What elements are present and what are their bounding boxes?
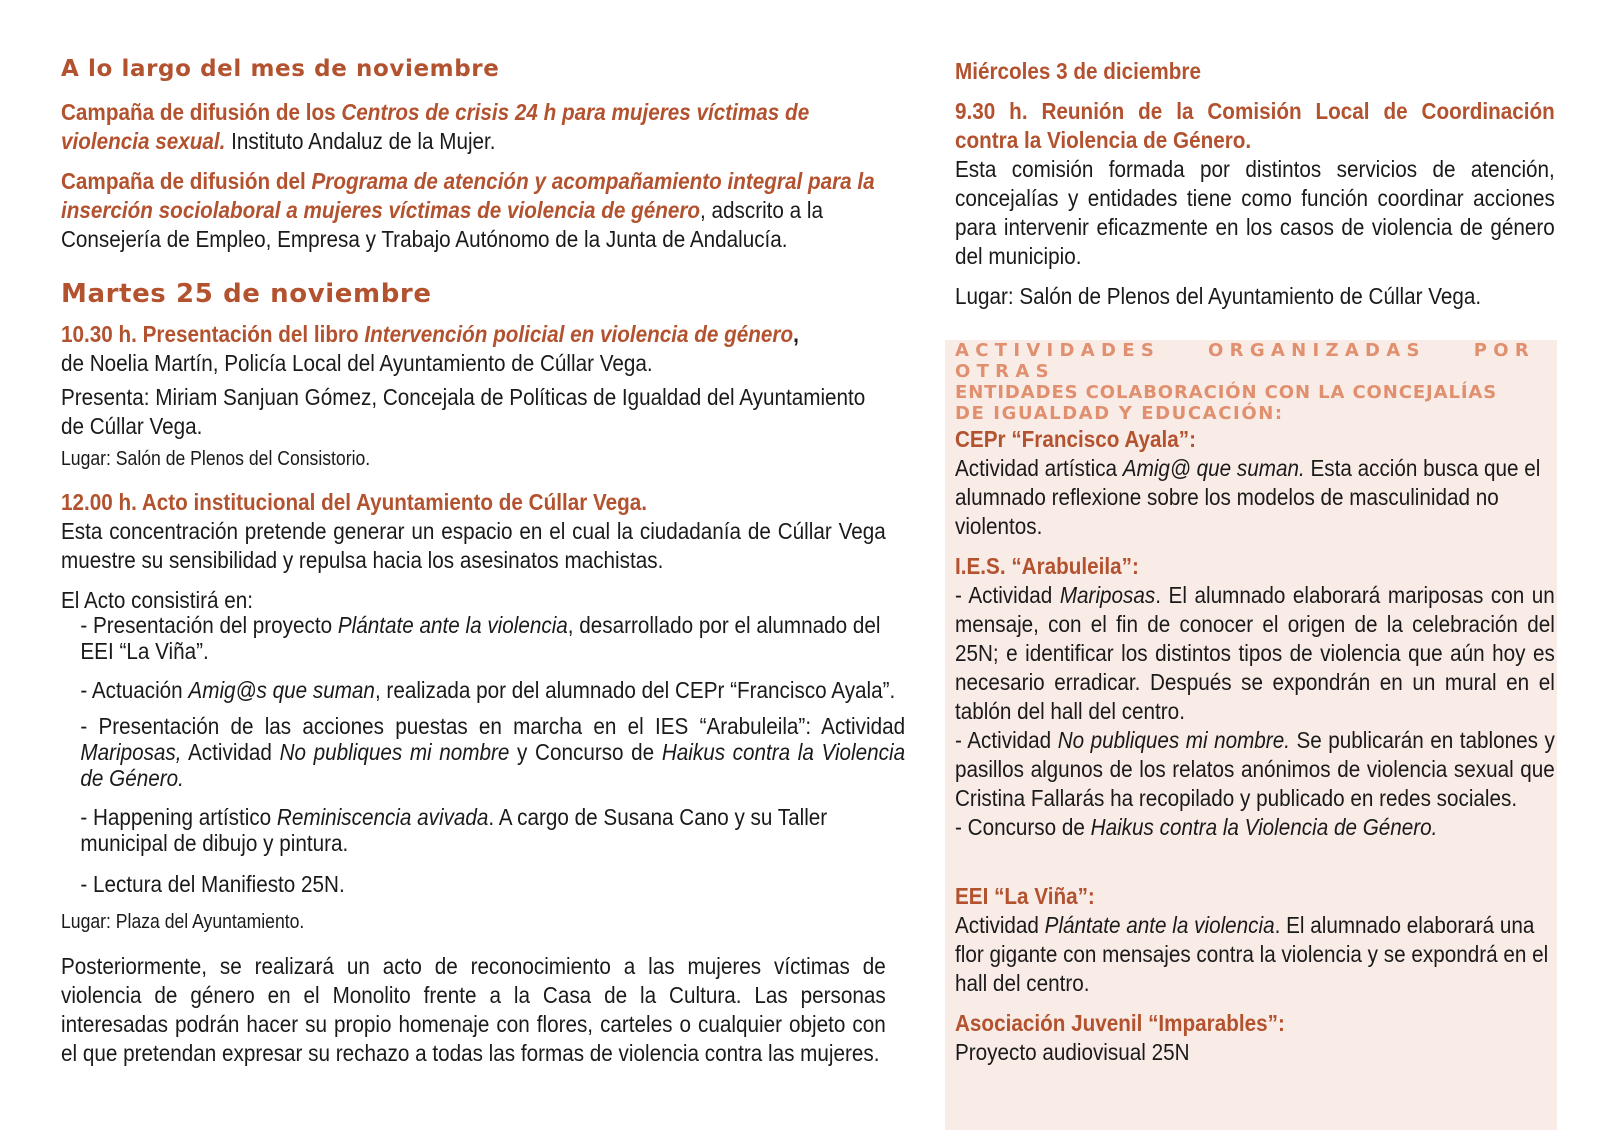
act-intro: El Acto consistirá en: <box>61 587 253 613</box>
act-aftermath: Posteriormente, se realizará un acto de reconocimiento a las mujeres víctimas de violencia de género en el Monolito frente a la Casa de la Cultura. Las personas interesadas podrán hacer su propio homenaje con flores, carteles o cualquier objeto con el que pretendan expresar su rechazo a todas las formas de violencia contra las mujeres. <box>61 953 886 1066</box>
meeting-place: Lugar: Salón de Plenos del Ayuntamiento de Cúllar Vega. <box>955 283 1482 309</box>
act-item-4: - Happening artístico Reminiscencia avivada. A cargo de Susana Cano y su Taller municipal de dibujo y pintura. <box>80 804 828 856</box>
eei-block: EEI “La Viña”: Actividad Plántate ante la violencia. El alumnado elaborará una flor gigante con mensajes contra la violencia y se expondrá en el hall del centro. <box>955 883 1549 996</box>
act-item-2: - Actuación Amig@s que suman, realizada por del alumnado del CEPr “Francisco Ayala”. <box>80 677 896 703</box>
event-institutional: 12.00 h. Acto institucional del Ayuntamiento de Cúllar Vega. Esta concentración pretende generar un espacio en el cual la ciudadanía de Cúllar Vega muestre su sensibilidad y repulsa hacia los asesinatos machistas. <box>61 489 886 573</box>
wednesday-heading: Miércoles 3 de diciembre <box>955 58 1201 84</box>
campaign-crisis-centers: Campaña de difusión de los Centros de crisis 24 h para mujeres víctimas de violencia sexual. Instituto Andaluz de la Mujer. <box>61 99 810 154</box>
november-heading: A lo largo del mes de noviembre <box>61 56 500 82</box>
meeting-block: 9.30 h. Reunión de la Comisión Local de Coordinación contra la Violencia de Género. Esta comisión formada por distintos servicios de atención, concejalías y entidades tiene como función coordinar acciones para intervenir eficazmente en los casos de violencia de género del municipio. <box>955 98 1555 269</box>
ies-block: I.E.S. “Arabuleila”: - Actividad Mariposas. El alumnado elaborará mariposas con un mensaje, con el fin de conocer el origen de la celebración del 25N; e identificar los distintos tipos de violencia que aún hoy es necesario erradicar. Después se expondrán en un mural en el tablón del hall del centro. - Actividad No publiques mi nombre. Se publicarán en tablones y pasillos algunos de los relatos anónimos de violencia sexual que Cristina Fallarás ha recopilado y publicado en redes sociales. - Concurso de Haikus contra la Violencia de Género. <box>955 553 1555 840</box>
event-book-place: Lugar: Salón de Plenos del Consistorio. <box>61 448 371 470</box>
tuesday-heading: Martes 25 de noviembre <box>61 279 432 309</box>
panel-title: ACTIVIDADES ORGANIZADAS POR OTRAS ENTIDADES COLABORACIÓN CON LA CONCEJALÍAS DE IGUALDAD Y EDUCACIÓN: <box>955 340 1535 424</box>
event-book-presenter: Presenta: Miriam Sanjuan Gómez, Concejala de Políticas de Igualdad del Ayuntamiento de Cúllar Vega. <box>61 384 866 439</box>
event-book-presentation: 10.30 h. Presentación del libro Intervención policial en violencia de género, de Noelia Martín, Policía Local del Ayuntamiento de Cúllar Vega. <box>61 321 799 376</box>
campaign-program: Campaña de difusión del Programa de atención y acompañamiento integral para la inserción sociolaboral a mujeres víctimas de violencia de género, adscrito a la Consejería de Empleo, Empresa y Trabajo Autónomo de la Junta de Andalucía. <box>61 168 875 252</box>
cepr-block: CEPr “Francisco Ayala”: Actividad artística Amig@ que suman. Esta acción busca que el alumnado reflexione sobre los modelos de masculinidad no violentos. <box>955 426 1541 539</box>
act-place: Lugar: Plaza del Ayuntamiento. <box>61 911 305 933</box>
act-item-1: - Presentación del proyecto Plántate ante la violencia, desarrollado por el alumnado del EEI “La Viña”. <box>80 612 881 664</box>
asociacion-block: Asociación Juvenil “Imparables”: Proyecto audiovisual 25N <box>955 1010 1285 1065</box>
act-item-3: - Presentación de las acciones puestas en marcha en el IES “Arabuleila”: Actividad Mariposas, Actividad No publiques mi nombre y Concurso de Haikus contra la Violencia de Género. <box>80 713 906 791</box>
act-item-5: - Lectura del Manifiesto 25N. <box>80 871 345 897</box>
